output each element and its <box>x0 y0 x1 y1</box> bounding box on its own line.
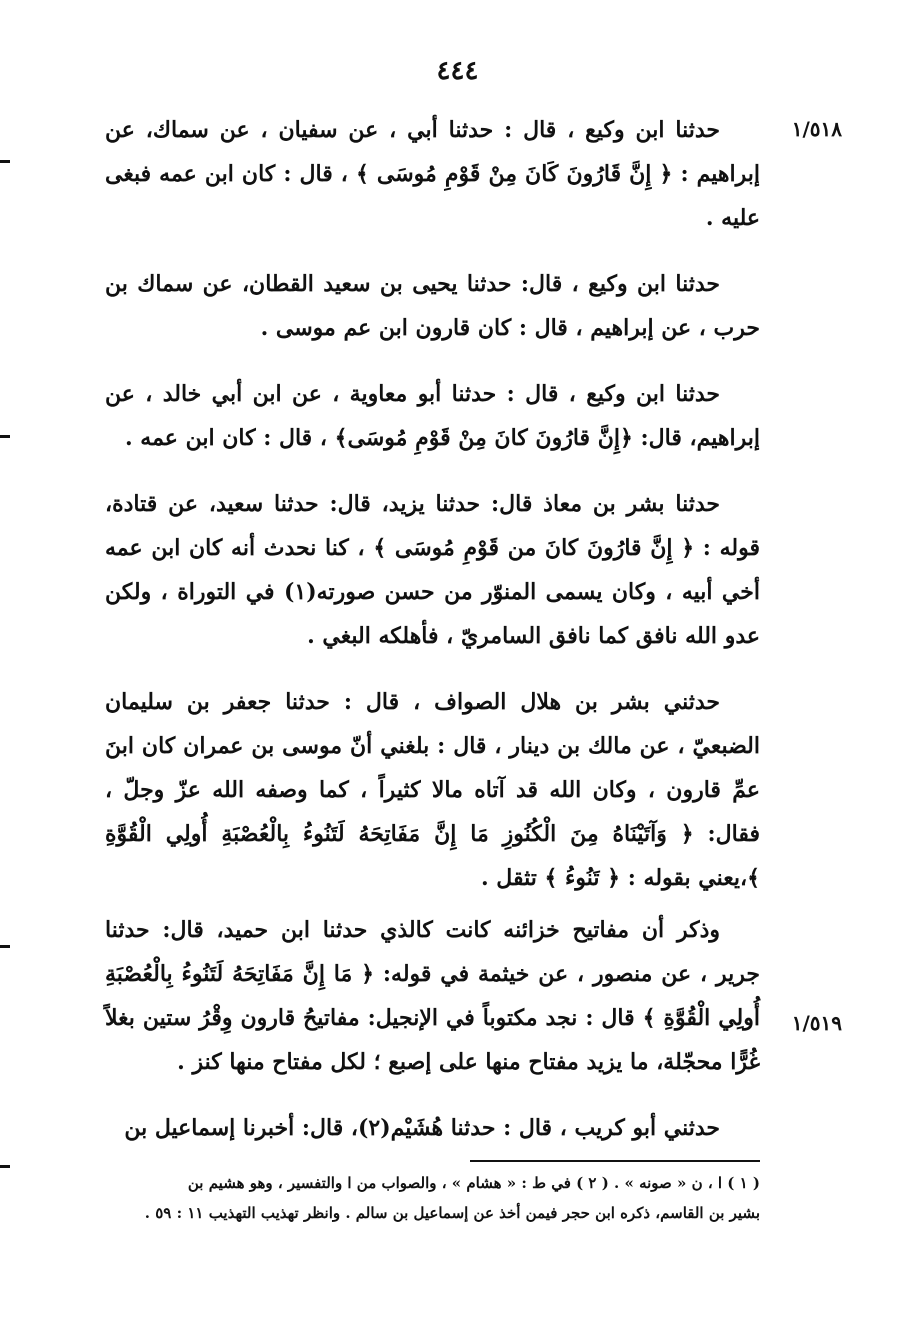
quran-verse: ﴿ إِنَّ قارُونَ كانَ من قَوْمِ مُوسَى ﴾ <box>373 535 695 561</box>
scan-edge-mark <box>0 945 10 948</box>
footnote-line: ( ١ ) ا ، ن « صونه » . ( ٢ ) في ط : « هشام » ، والصواب من ا والتفسير ، وهو هشيم بن <box>187 1174 760 1192</box>
page-number: ٤٤٤ <box>436 56 479 86</box>
scan-edge-mark <box>0 1165 10 1168</box>
hadith-paragraph: وذكر أن مفاتيح خزائنه كانت كالذي حدثنا ابن حميد، قال: حدثنا جرير ، عن منصور ، عن خيثمة في قوله: ﴿ مَا إِنَّ مَفَاتِحَهُ لَتَنُوءُ بِالْعُصْبَةِ أُولِي الْقُوَّةِ ﴾ قال : نجد مكتوباً في الإنجيل: مفاتيحُ قارون وِقْرُ ستين بغلاً غُرًّا محجّلة، ما يزيد مفتاح منها على إصبع ؛ لكل مفتاح منها كنز . <box>105 917 760 1075</box>
main-text <box>105 108 760 1172</box>
quran-verse: ﴿إِنَّ قارُونَ كانَ مِنْ قَوْمِ مُوسَى﴾ <box>334 425 633 451</box>
scan-edge-mark <box>0 435 10 438</box>
quran-verse: ﴿ تَنُوءُ ﴾ <box>544 865 621 891</box>
hadith-paragraph: حدثنا بشر بن معاذ قال: حدثنا يزيد، قال: حدثنا سعيد، عن قتادة، قوله : ﴿ إِنَّ قارُونَ كانَ من قَوْمِ مُوسَى ﴾ ، كنا نحدث أنه كان ابن عمه أخي أبيه ، وكان يسمى المنوّر من حسن صورته(١) في التوراة ، ولكن عدو الله نافق كما نافق السامريّ ، فأهلكه البغي . <box>105 491 760 649</box>
quran-verse: ﴿ وَآتَيْنَاهُ مِنَ الْكُنُوزِ مَا إِنَّ مَفَاتِحَهُ لَتَنُوءُ بِالْعُصْبَةِ أُولِي الْقُوَّةِ ﴾ <box>105 821 760 891</box>
scan-edge-mark <box>0 160 10 163</box>
footnote-divider <box>470 1160 760 1162</box>
footnotes <box>105 1168 760 1228</box>
hadith-paragraph: حدثنا ابن وكيع ، قال : حدثنا أبي ، عن سفيان ، عن سماك، عن إبراهيم : ﴿ إِنَّ قَارُونَ كَانَ مِنْ قَوْمِ مُوسَى ﴾ ، قال : كان ابن عمه فبغى عليه . <box>105 117 760 231</box>
hadith-paragraph: حدثنا ابن وكيع ، قال: حدثنا يحيى بن سعيد القطان، عن سماك بن حرب ، عن إبراهيم ، قال : كان قارون ابن عم موسى . <box>105 271 760 341</box>
footnote-line: بشير بن القاسم، ذكره ابن حجر فيمن أخذ عن إسماعيل بن سالم . وانظر تهذيب التهذيب ١١ : ٥٩ . <box>144 1204 760 1222</box>
margin-reference: ١/٥١٨ <box>791 117 842 141</box>
hadith-paragraph: حدثنا ابن وكيع ، قال : حدثنا أبو معاوية ، عن ابن أبي خالد ، عن إبراهيم، قال: ﴿إِنَّ قارُونَ كانَ مِنْ قَوْمِ مُوسَى﴾ ، قال : كان ابن عمه . <box>105 381 760 451</box>
hadith-paragraph: حدثني بشر بن هلال الصواف ، قال : حدثنا جعفر بن سليمان الضبعيّ ، عن مالك بن دينار ، قال : بلغني أنّ موسى بن عمران كان ابنَ عمِّ قارون ، وكان الله قد آتاه مالا كثيراً ، كما وصفه الله عزّ وجلّ ، فقال: ﴿ وَآتَيْنَاهُ مِنَ الْكُنُوزِ مَا إِنَّ مَفَاتِحَهُ لَتَنُوءُ بِالْعُصْبَةِ أُولِي الْقُوَّةِ ﴾،يعني بقوله : ﴿ تَنُوءُ ﴾ تثقل . <box>105 689 760 891</box>
quran-verse: ﴿ مَا إِنَّ مَفَاتِحَهُ لَتَنُوءُ بِالْعُصْبَةِ أُولِي الْقُوَّةِ ﴾ <box>105 961 760 1031</box>
hadith-paragraph: حدثني أبو كريب ، قال : حدثنا هُشَيْم(٢)، قال: أخبرنا إسماعيل بن <box>124 1115 720 1141</box>
quran-verse: ﴿ إِنَّ قَارُونَ كَانَ مِنْ قَوْمِ مُوسَى ﴾ <box>355 161 673 187</box>
margin-reference: ١/٥١٩ <box>791 1011 842 1035</box>
